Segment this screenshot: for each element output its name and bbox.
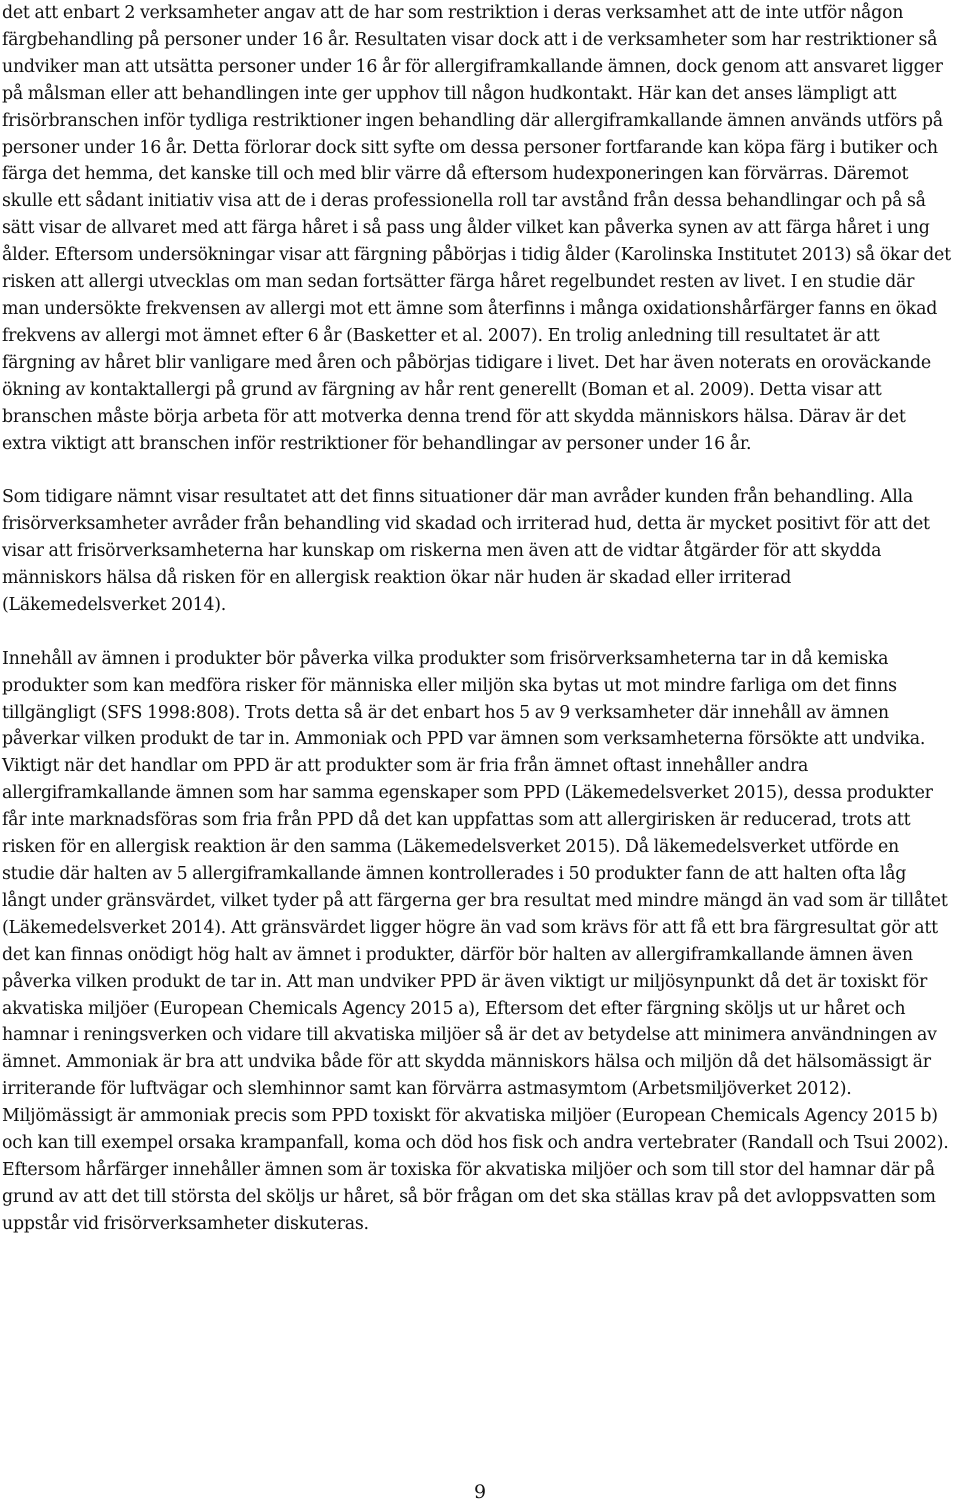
- page-number: 9: [473, 1481, 487, 1503]
- body-text: [2, 0, 954, 1265]
- paragraph-restrictions: det att enbart 2 verksamheter angav att de har som restriktion i deras verksamhet att de inte utför någon färgbehandling på personer under 16 år. Resultaten visar dock att i de verksamheter som har restriktioner så undviker man att utsätta personer under 16 år för allergiframkallande ämnen, dock genom att ansvaret ligger på målsman eller att behandlingen inte ger upphov till någon hudkontakt. Här kan det anses lämpligt att frisörbranschen inför tydliga restriktioner ingen behandling där allergiframkallande ämnen används utförs på personer under 16 år. Detta förlorar dock sitt syfte om dessa personer fortfarande kan köpa färg i butiker och färga det hemma, det kanske till och med blir värre då eftersom hudexponeringen kan förvärras. Däremot skulle ett sådant initiativ visa att de i deras professionella roll tar avstånd från dessa behandlingar och på så sätt visar de allvaret med att färga håret i så pass ung ålder vilket kan påverka synen av att färga håret i ung ålder. Eftersom undersökningar visar att färgning påbörjas i tidig ålder (Karolinska Institutet 2013) så ökar det risken att allergi utvecklas om man sedan fortsätter färga håret regelbundet resten av livet. I en studie där man undersökte frekvensen av allergi mot ett ämne som återfinns i många oxidationshårfärger fanns en ökad frekvens av allergi mot ämnet efter 6 år (Basketter et al. 2007). En trolig anledning till resultatet är att färgning av håret blir vanligare med åren och påbörjas tidigare i livet. Det har även noterats en oroväckande ökning av kontaktallergi på grund av färgning av hår rent generellt (Boman et al. 2009). Detta visar att branschen måste börja arbeta för att motverka denna trend för att skydda människors hälsa. Därav är det extra viktigt att branschen inför restriktioner för behandlingar av personer under 16 år.: [2, 3, 951, 454]
- paragraph-product-content: Innehåll av ämnen i produkter bör påverka vilka produkter som frisörverksamheterna tar in då kemiska produkter som kan medföra risker för människa eller miljön ska bytas ut mot mindre farliga om det finns tillgängligt (SFS 1998:808). Trots detta så är det enbart hos 5 av 9 verksamheter där innehåll av ämnen påverkar vilken produkt de tar in. Ammoniak och PPD var ämnen som verksamheterna försökte att undvika. Viktigt när det handlar om PPD är att produkter som är fria från ämnet oftast innehåller andra allergiframkallande ämnen som har samma egenskaper som PPD (Läkemedelsverket 2015), dessa produkter får inte marknadsföras som fria från PPD då det kan uppfattas som att allergirisken är reducerad, trots att risken för en allergisk reaktion är den samma (Läkemedelsverket 2015). Då läkemedelsverket utförde en studie där halten av 5 allergiframkallande ämnen kontrollerades i 50 produkter fann de att halten ofta låg långt under gränsvärdet, vilket tyder på att färgerna ger bra resultat med mindre mängd än vad som är tillåtet (Läkemedelsverket 2014). Att gränsvärdet ligger högre än vad som krävs för att få ett bra färgresultat gör att det kan finnas onödigt hög halt av ämnet i produkter, därför bör halten av allergiframkallande ämnen även påverka vilken produkt de tar in. Att man undviker PPD är även viktigt ur miljösynpunkt då det är toxiskt för akvatiska miljöer (European Chemicals Agency 2015 a), Eftersom det efter färgning sköljs ut ur håret och hamnar i reningsverken och vidare till akvatiska miljöer så är det av betydelse att minimera användningen av ämnet. Ammoniak är bra att undvika både för att skydda människors hälsa och miljön då det hälsomässigt är irriterande för luftvägar och slemhinnor samt kan förvärra astmasymtom (Arbetsmiljöverket 2012). Miljömässigt är ammoniak precis som PPD toxiskt för akvatiska miljöer (European Chemicals Agency 2015 b) och kan till exempel orsaka krampanfall, koma och död hos fisk och andra vertebrater (Randall och Tsui 2002). Eftersom hårfärger innehåller ämnen som är toxiska för akvatiska miljöer och som till stor del hamnar där på grund av att det till största del sköljs ur håret, så bör frågan om det ska ställas krav på det avloppsvatten som uppstår vid frisörverksamheter diskuteras.: [2, 648, 949, 1234]
- paragraph-advice: Som tidigare nämnt visar resultatet att det finns situationer där man avråder kunden från behandling. Alla frisörverksamheter avråder från behandling vid skadad och irriterad hud, detta är mycket positivt för att det visar att frisörverksamheterna har kunskap om riskerna men även att de vidtar åtgärder för att skydda människors hälsa då risken för en allergisk reaktion ökar när huden är skadad eller irriterad (Läkemedelsverket 2014).: [2, 487, 930, 615]
